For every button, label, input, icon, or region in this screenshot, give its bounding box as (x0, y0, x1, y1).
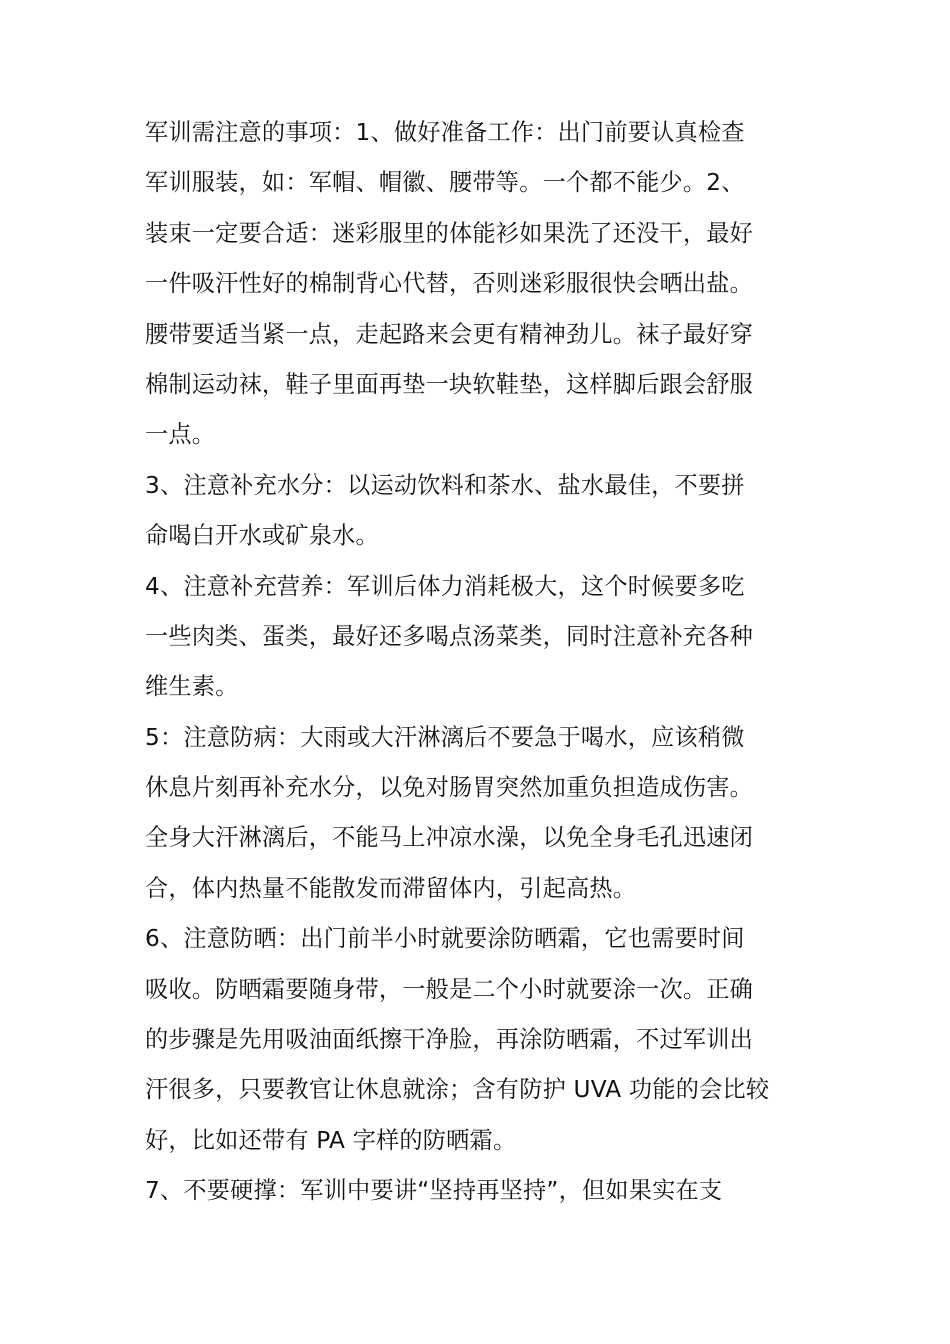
paragraph-nutrition (145, 562, 825, 713)
text-line: 3、注意补充水分：以运动饮料和茶水、盐水最佳，不要拼 (145, 471, 745, 499)
text-line: 汗很多，只要教官让休息就涂；含有防护 UVA 功能的会比较 (145, 1076, 770, 1104)
text-line: 6、注意防晒：出门前半小时就要涂防晒霜，它也需要时间 (145, 925, 745, 953)
text-line: 一些肉类、蛋类，最好还多喝点汤菜类，同时注意补充各种 (145, 622, 754, 650)
paragraph-sun-protection (145, 914, 825, 1166)
document-body (145, 108, 825, 1217)
paragraph-hydration (145, 461, 825, 562)
text-line: 合，体内热量不能散发而滞留体内，引起高热。 (145, 874, 637, 902)
text-line: 腰带要适当紧一点，走起路来会更有精神劲儿。袜子最好穿 (145, 320, 754, 348)
text-line: 全身大汗淋漓后，不能马上冲凉水澡，以免全身毛孔迅速闭 (145, 824, 754, 852)
text-line: 吸收。防晒霜要随身带，一般是二个小时就要涂一次。正确 (145, 975, 754, 1003)
text-line: 棉制运动袜，鞋子里面再垫一块软鞋垫，这样脚后跟会舒服 (145, 370, 754, 398)
text-line: 休息片刻再补充水分，以免对肠胃突然加重负担造成伤害。 (145, 774, 754, 802)
text-line: 装束一定要合适：迷彩服里的体能衫如果洗了还没干，最好 (145, 219, 754, 247)
text-line: 维生素。 (145, 673, 239, 701)
paragraph-dont-overexert (145, 1166, 825, 1216)
text-line: 军训需注意的事项：1、做好准备工作：出门前要认真检查 (145, 119, 745, 146)
text-line: 5：注意防病：大雨或大汗淋漓后不要急于喝水，应该稍微 (145, 723, 745, 751)
text-line: 的步骤是先用吸油面纸擦干净脸，再涂防晒霜，不过军训出 (145, 1026, 754, 1054)
paragraph-preparation (145, 108, 825, 461)
text-line: 一件吸汗性好的棉制背心代替，否则迷彩服很快会晒出盐。 (145, 270, 754, 298)
text-line: 7、不要硬撑：军训中要讲“坚持再坚持”，但如果实在支 (145, 1177, 723, 1205)
text-line: 好，比如还带有 PA 字样的防晒霜。 (145, 1126, 517, 1154)
text-line: 命喝白开水或矿泉水。 (145, 522, 379, 550)
paragraph-disease-prevention (145, 713, 825, 915)
text-line: 军训服装，如：军帽、帽徽、腰带等。一个都不能少。2、 (145, 169, 745, 197)
text-line: 一点。 (145, 421, 216, 449)
text-line: 4、注意补充营养：军训后体力消耗极大，这个时候要多吃 (145, 572, 745, 600)
